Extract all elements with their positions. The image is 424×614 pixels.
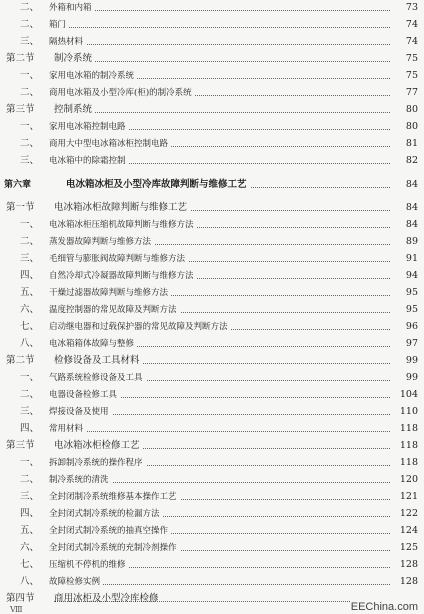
entry-title: 全封闭制冷系统维修基本操作工艺	[49, 490, 180, 504]
entry-number: 第二节	[6, 355, 35, 366]
entry-title: 电冰箱冰柜及小型冷库故障判断与维修工艺	[66, 178, 250, 192]
entry-number: 三、	[20, 253, 40, 264]
entry-title: 制冷系统的清洗	[49, 473, 112, 487]
entry-number: 二、	[20, 2, 40, 13]
entry-page-number: 91	[392, 252, 418, 266]
entry-page-number: 77	[392, 86, 418, 100]
entry-title: 焊接设备及使用	[49, 405, 112, 419]
toc-entry-row[interactable]	[0, 269, 424, 283]
toc-entry-row[interactable]	[0, 405, 424, 419]
entry-page-number: 89	[392, 235, 418, 249]
entry-page-number: 75	[392, 69, 418, 83]
entry-number: 第三节	[6, 440, 35, 451]
entry-page-number: 121	[392, 490, 418, 504]
entry-page-number: 84	[392, 218, 418, 232]
leader-dots	[54, 61, 390, 62]
toc-entry-row[interactable]	[0, 218, 424, 232]
entry-page-number: 95	[392, 286, 418, 300]
entry-number: 第六章	[4, 180, 32, 190]
entry-title: 电冰箱冰柜检修工艺	[54, 439, 143, 453]
entry-page-number: 94	[392, 269, 418, 283]
entry-title: 常用材料	[49, 422, 86, 436]
toc-entry-row[interactable]	[0, 18, 424, 32]
entry-number: 四、	[20, 270, 40, 281]
entry-title: 外箱和内箱	[49, 1, 95, 15]
entry-page-number: 97	[392, 337, 418, 351]
toc-entry-row[interactable]	[0, 86, 424, 100]
entry-title: 启动继电器和过载保护器的常见故障及判断方法	[49, 320, 231, 334]
entry-page-number: 81	[392, 137, 418, 151]
entry-page-number: 128	[392, 558, 418, 572]
entry-number: 三、	[20, 36, 40, 47]
entry-number: 一、	[20, 121, 40, 132]
entry-number: 五、	[20, 287, 40, 298]
entry-page-number: 75	[392, 52, 418, 66]
entry-number: 二、	[20, 19, 40, 30]
entry-page-number: 99	[392, 371, 418, 385]
entry-title: 电冰箱箱体故障与整修	[49, 337, 137, 351]
entry-page-number: 74	[392, 18, 418, 32]
entry-title: 故障检修实例	[49, 575, 103, 589]
entry-title: 电冰箱冰柜故障判断与维修工艺	[54, 201, 190, 215]
entry-title: 商用冰柜及小型冷库检修	[54, 593, 159, 604]
entry-page-number: 73	[392, 1, 418, 15]
entry-number: 六、	[20, 542, 40, 553]
entry-page-number: 122	[392, 507, 418, 521]
leader-dots	[49, 10, 390, 11]
entry-title: 家用电冰箱控制电路	[49, 120, 129, 134]
entry-number: 二、	[20, 474, 40, 485]
toc-section-row[interactable]	[0, 52, 424, 66]
entry-number: 一、	[20, 372, 40, 383]
entry-title: 制冷系统	[54, 52, 95, 66]
entry-title: 拆卸制冷系统的操作程序	[49, 456, 146, 470]
toc-section-row[interactable]	[0, 201, 424, 215]
entry-number: 一、	[20, 70, 40, 81]
entry-title: 控制系统	[54, 103, 95, 117]
entry-number: 第四节	[6, 593, 35, 604]
entry-number: 三、	[20, 406, 40, 417]
toc-entry-row[interactable]	[0, 120, 424, 134]
entry-title: 气路系统检修设备及工具	[49, 371, 146, 385]
entry-title: 温度控制器的常见故障及判断方法	[49, 303, 180, 317]
toc-entry-row[interactable]	[0, 235, 424, 249]
leader-dots	[49, 44, 390, 45]
entry-number: 六、	[20, 304, 40, 315]
toc-entry-row[interactable]	[0, 154, 424, 168]
entry-page-number: 118	[392, 422, 418, 436]
entry-title: 电器设备检修工具	[49, 388, 120, 402]
entry-page-number: 124	[392, 524, 418, 538]
entry-page-number: 82	[392, 154, 418, 168]
toc-section-row[interactable]	[0, 354, 424, 368]
entry-number: 四、	[20, 423, 40, 434]
entry-title: 压缩机不停机的维修	[49, 558, 129, 572]
entry-page-number: 110	[392, 405, 418, 419]
site-watermark: EEChina.com	[350, 601, 418, 613]
entry-page-number: 74	[392, 35, 418, 49]
leader-dots	[54, 112, 390, 113]
entry-page-number: 95	[392, 303, 418, 317]
toc-entry-row[interactable]	[0, 456, 424, 470]
toc-entry-row[interactable]	[0, 69, 424, 83]
entry-title: 家用电冰箱的制冷系统	[49, 69, 137, 83]
entry-number: 八、	[20, 338, 40, 349]
entry-title: 蒸发器故障判断与维修方法	[49, 235, 154, 249]
toc-entry-row[interactable]	[0, 337, 424, 351]
entry-number: 第三节	[6, 104, 35, 115]
toc-entry-row[interactable]	[0, 388, 424, 402]
toc-section-row[interactable]	[0, 103, 424, 117]
entry-number: 第一节	[6, 202, 35, 213]
entry-page-number: 118	[392, 439, 418, 453]
leader-dots	[49, 27, 390, 28]
entry-number: 八、	[20, 576, 40, 587]
entry-page-number: 118	[392, 456, 418, 470]
entry-title: 全封闭式制冷系统的充制冷剂操作	[49, 541, 180, 555]
entry-number: 二、	[20, 138, 40, 149]
toc-entry-row[interactable]	[0, 286, 424, 300]
entry-number: 二、	[20, 389, 40, 400]
toc-entry-row[interactable]	[0, 575, 424, 589]
entry-title: 全封闭式制冷系统的抽真空操作	[49, 524, 171, 538]
toc-entry-row[interactable]	[0, 473, 424, 487]
entry-title: 毛细管与膨胀阀故障判断与维修方法	[49, 252, 188, 266]
entry-page-number: 80	[392, 103, 418, 117]
entry-number: 七、	[20, 559, 40, 570]
toc-entry-row[interactable]	[0, 371, 424, 385]
entry-title: 隔热材料	[49, 35, 86, 49]
entry-title: 检修设备及工具材料	[54, 354, 143, 368]
toc-entry-row[interactable]	[0, 490, 424, 504]
toc-entry-row[interactable]	[0, 524, 424, 538]
toc-entry-row[interactable]	[0, 252, 424, 266]
toc-entry-row[interactable]	[0, 137, 424, 151]
toc-entry-row[interactable]	[0, 320, 424, 334]
page-number-mark: Ⅷ	[10, 605, 23, 614]
toc-entry-row[interactable]	[0, 507, 424, 521]
entry-page-number: 96	[392, 320, 418, 334]
entry-page-number: 84	[392, 178, 418, 192]
toc-entry-row[interactable]	[0, 1, 424, 15]
entry-page-number: 104	[392, 388, 418, 402]
toc-section-row[interactable]	[0, 439, 424, 453]
leader-dots	[49, 431, 390, 432]
entry-number: 七、	[20, 321, 40, 332]
entry-number: 五、	[20, 525, 40, 536]
toc-entry-row[interactable]	[0, 558, 424, 572]
toc-chapter-row[interactable]	[0, 178, 424, 192]
entry-page-number: 120	[392, 473, 418, 487]
entry-page-number: 128	[392, 575, 418, 589]
entry-page-number: 125	[392, 541, 418, 555]
toc-entry-row[interactable]	[0, 35, 424, 49]
entry-page-number: 80	[392, 120, 418, 134]
entry-title: 商用大中型电冰箱冰柜控制电路	[49, 137, 171, 151]
entry-number: 二、	[20, 236, 40, 247]
entry-number: 第二节	[6, 53, 35, 64]
entry-title: 箱门	[49, 18, 69, 32]
entry-page-number: 99	[392, 354, 418, 368]
entry-page-number: 84	[392, 201, 418, 215]
entry-title: 自然冷却式冷凝器故障判断与维修方法	[49, 269, 197, 283]
entry-number: 四、	[20, 508, 40, 519]
entry-number: 一、	[20, 219, 40, 230]
entry-title: 干燥过滤器故障判断与维修方法	[49, 286, 171, 300]
entry-title: 电冰箱冰柜压缩机故障判断与维修方法	[49, 218, 197, 232]
toc-entry-row[interactable]	[0, 303, 424, 317]
entry-title: 电冰箱中的除霜控制	[49, 154, 129, 168]
toc-entry-row[interactable]	[0, 422, 424, 436]
toc-entry-row[interactable]	[0, 541, 424, 555]
entry-number: 三、	[20, 155, 40, 166]
entry-number: 一、	[20, 457, 40, 468]
entry-number: 二、	[20, 87, 40, 98]
entry-number: 三、	[20, 491, 40, 502]
entry-title: 商用电冰箱及小型冷库(柜)的制冷系统	[49, 86, 195, 100]
entry-title: 全封闭式制冷系统的检漏方法	[49, 507, 163, 521]
